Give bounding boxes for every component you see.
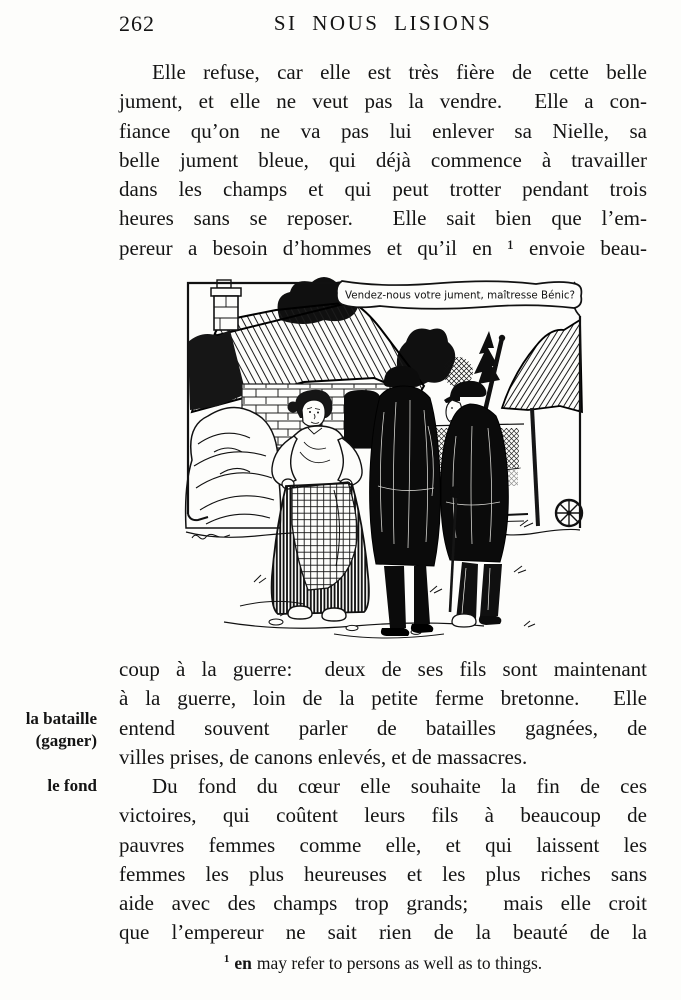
text-line: pereur a besoin d’hommes et qu’il en ¹ envoie beau- xyxy=(119,235,647,260)
text-line: femmes les plus heureuses et les plus riches sans xyxy=(119,861,647,886)
text-line: Du fond du cœur elle souhaite la fin de ces xyxy=(152,774,647,798)
running-title: SI NOUS LISIONS xyxy=(273,11,493,35)
text-line: victoires, qui coûtent leurs fils à beaucoup de xyxy=(119,803,647,828)
margin-note-line: (gagner) xyxy=(35,731,97,750)
paragraph-1-continued xyxy=(119,655,647,772)
paragraph-1 xyxy=(119,58,647,263)
woodcut-illustration xyxy=(184,276,586,640)
margin-note-line: la bataille xyxy=(25,709,97,728)
margin-note-bataille xyxy=(0,708,97,752)
footnote-term: en xyxy=(234,953,252,973)
cart-wheel xyxy=(556,500,582,526)
text-line: heures sans se reposer. Elle sait bien que l’em- xyxy=(119,206,647,231)
text-line: villes prises, de canons enlevés, et de massacres. xyxy=(119,744,528,769)
footnote-marker: 1 xyxy=(223,953,230,966)
text-line: dans les champs et qui peut trotter pendant trois xyxy=(119,177,647,202)
text-line: belle jument bleue, qui déjà commence à travailler xyxy=(119,147,647,172)
text-line: aide avec des champs trop grands; mais elle croit xyxy=(119,891,647,916)
text-line: coup à la guerre: deux de ses fils sont maintenant xyxy=(119,657,647,681)
text-line: à la guerre, loin de la petite ferme bretonne. Elle xyxy=(119,686,647,711)
text-line: Elle refuse, car elle est très fière de cette belle xyxy=(152,60,647,84)
hair-bun xyxy=(288,402,299,413)
margin-note-line: le fond xyxy=(47,776,97,795)
text-line: jument, et elle ne veut pas la vendre. Elle a con- xyxy=(119,89,647,114)
text-line: pauvres femmes comme elle, et qui laissent les xyxy=(119,832,647,857)
buyer-man-back xyxy=(370,366,441,636)
speech-bubble xyxy=(337,281,582,309)
page-number: 262 xyxy=(119,11,155,36)
footnote xyxy=(119,953,647,974)
text-line: que l’empereur ne sait rien de la beauté de la xyxy=(119,920,647,945)
speech-bubble-text: Vendez-nous votre jument, maîtresse Bénic? xyxy=(345,288,576,302)
chimney xyxy=(211,280,241,330)
margin-note-fond xyxy=(0,775,97,797)
text-line: entend souvent parler de batailles gagnées, de xyxy=(119,715,647,740)
paragraph-2 xyxy=(119,772,647,948)
footnote-text: may refer to persons as well as to things. xyxy=(256,953,543,973)
text-line: fiance qu’on ne va pas lui enlever sa Nielle, sa xyxy=(119,118,647,143)
overcoat xyxy=(441,404,508,562)
